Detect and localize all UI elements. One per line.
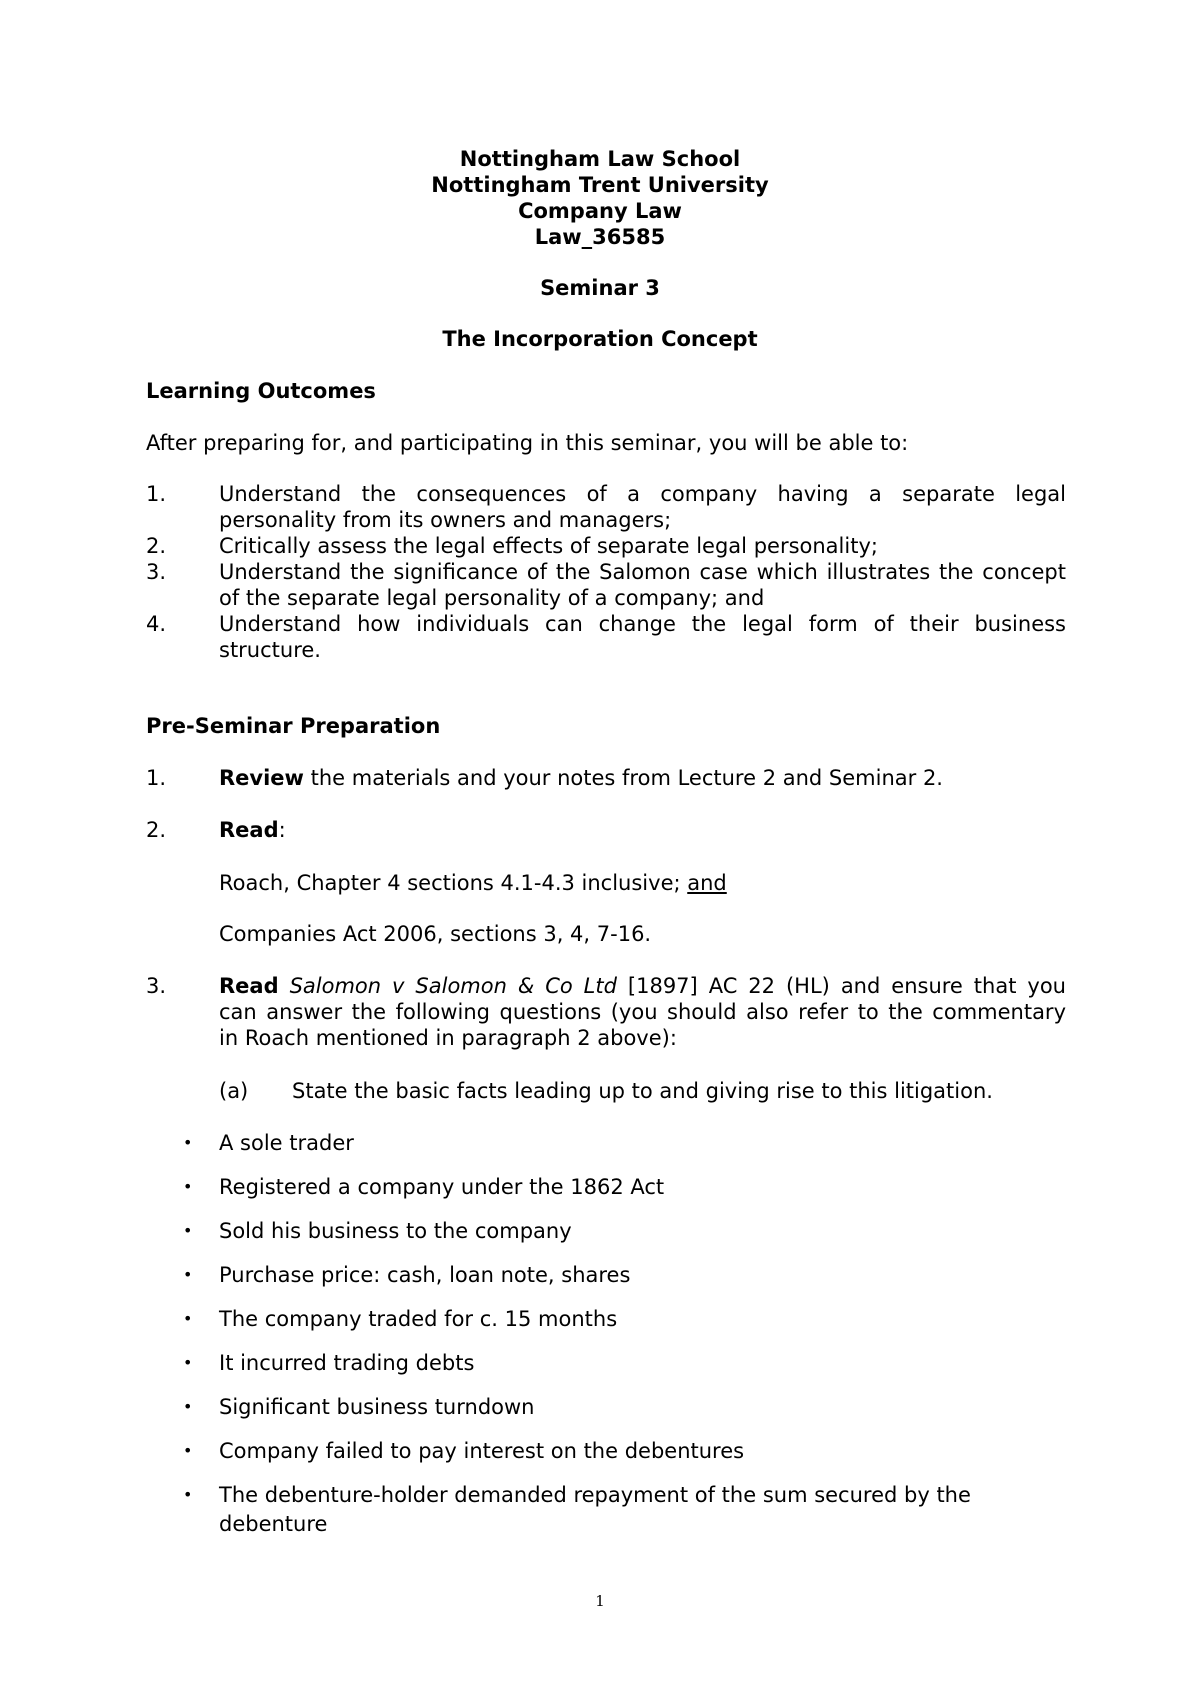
prep-item-review	[219, 765, 1066, 791]
outcome-text-line: structure.	[219, 638, 321, 662]
sub-item-text: State the basic facts leading up to and giving rise to this litigation.	[292, 1079, 993, 1103]
page-number: 1	[595, 1592, 605, 1610]
outcome-text-line: personality from its owners and managers;	[219, 508, 672, 532]
outcome-number: 2.	[146, 534, 167, 558]
prep-number: 2.	[146, 818, 167, 842]
university-name: Nottingham Trent University	[431, 173, 769, 197]
outcome-text-line: of the separate legal personality of a company; and	[219, 586, 765, 610]
case-name: Salomon v Salomon & Co Ltd	[289, 974, 617, 998]
bullet-item: The company traded for c. 15 months	[219, 1307, 618, 1331]
preparation-heading: Pre-Seminar Preparation	[146, 714, 441, 738]
document-header	[0, 146, 1200, 250]
school-name: Nottingham Law School	[459, 147, 741, 171]
learning-outcomes-heading: Learning Outcomes	[146, 379, 376, 403]
bullet-icon: •	[183, 1177, 193, 1196]
prep-verb: Review	[219, 766, 304, 790]
outcome-text-line: Understand the consequences of a company having a separate legal	[219, 482, 1066, 506]
bullet-icon: •	[183, 1353, 193, 1372]
bullet-item: Company failed to pay interest on the debentures	[219, 1439, 745, 1463]
bullet-item-continuation: debenture	[219, 1512, 328, 1536]
module-code: Law_36585	[534, 225, 666, 249]
prep-text: the materials and your notes from Lecture 2 and Seminar 2.	[303, 766, 943, 790]
bullet-item: Purchase price: cash, loan note, shares	[219, 1263, 631, 1287]
outcome-number: 4.	[146, 612, 167, 636]
seminar-topic: The Incorporation Concept	[442, 327, 758, 351]
reading-companies-act: Companies Act 2006, sections 3, 4, 7-16.	[219, 922, 652, 946]
prep-verb: Read	[219, 818, 279, 842]
prep-text: [1897] AC 22 (HL) and ensure that you	[616, 974, 1066, 998]
learning-outcomes-intro: After preparing for, and participating in this seminar, you will be able to:	[146, 431, 909, 455]
bullet-icon: •	[183, 1309, 193, 1328]
prep-item-salomon-line: in Roach mentioned in paragraph 2 above):	[219, 1026, 677, 1050]
bullet-item: Registered a company under the 1862 Act	[219, 1175, 665, 1199]
bullet-icon: •	[183, 1265, 193, 1284]
outcome-text-line: Understand how individuals can change the legal form of their business	[219, 612, 1066, 636]
module-name: Company Law	[518, 199, 682, 223]
reading-and: and	[687, 871, 727, 895]
prep-text: :	[278, 818, 286, 842]
reading-text: Roach, Chapter 4 sections 4.1-4.3 inclusive;	[219, 871, 688, 895]
bullet-icon: •	[183, 1133, 193, 1152]
prep-item-salomon-line	[219, 973, 1066, 999]
outcome-number: 1.	[146, 482, 167, 506]
prep-number: 1.	[146, 766, 167, 790]
outcome-text-line: Understand the significance of the Salomon case which illustrates the concept	[219, 560, 1066, 584]
prep-number: 3.	[146, 974, 167, 998]
bullet-icon: •	[183, 1221, 193, 1240]
prep-verb: Read	[219, 974, 279, 998]
bullet-item: A sole trader	[219, 1131, 354, 1155]
bullet-item: It incurred trading debts	[219, 1351, 475, 1375]
bullet-item: The debenture-holder demanded repayment of the sum secured by the	[219, 1483, 971, 1507]
outcome-number: 3.	[146, 560, 167, 584]
prep-item-read	[219, 817, 1066, 843]
outcome-text-line: Critically assess the legal effects of separate legal personality;	[219, 534, 878, 558]
bullet-icon: •	[183, 1485, 193, 1504]
prep-item-salomon-line: can answer the following questions (you should also refer to the commentary	[219, 1000, 1066, 1024]
bullet-item: Sold his business to the company	[219, 1219, 572, 1243]
sub-item-label: (a)	[219, 1079, 249, 1103]
reading-roach	[219, 870, 1066, 896]
bullet-icon: •	[183, 1441, 193, 1460]
seminar-title: Seminar 3	[540, 276, 660, 300]
bullet-item: Significant business turndown	[219, 1395, 535, 1419]
bullet-icon: •	[183, 1397, 193, 1416]
